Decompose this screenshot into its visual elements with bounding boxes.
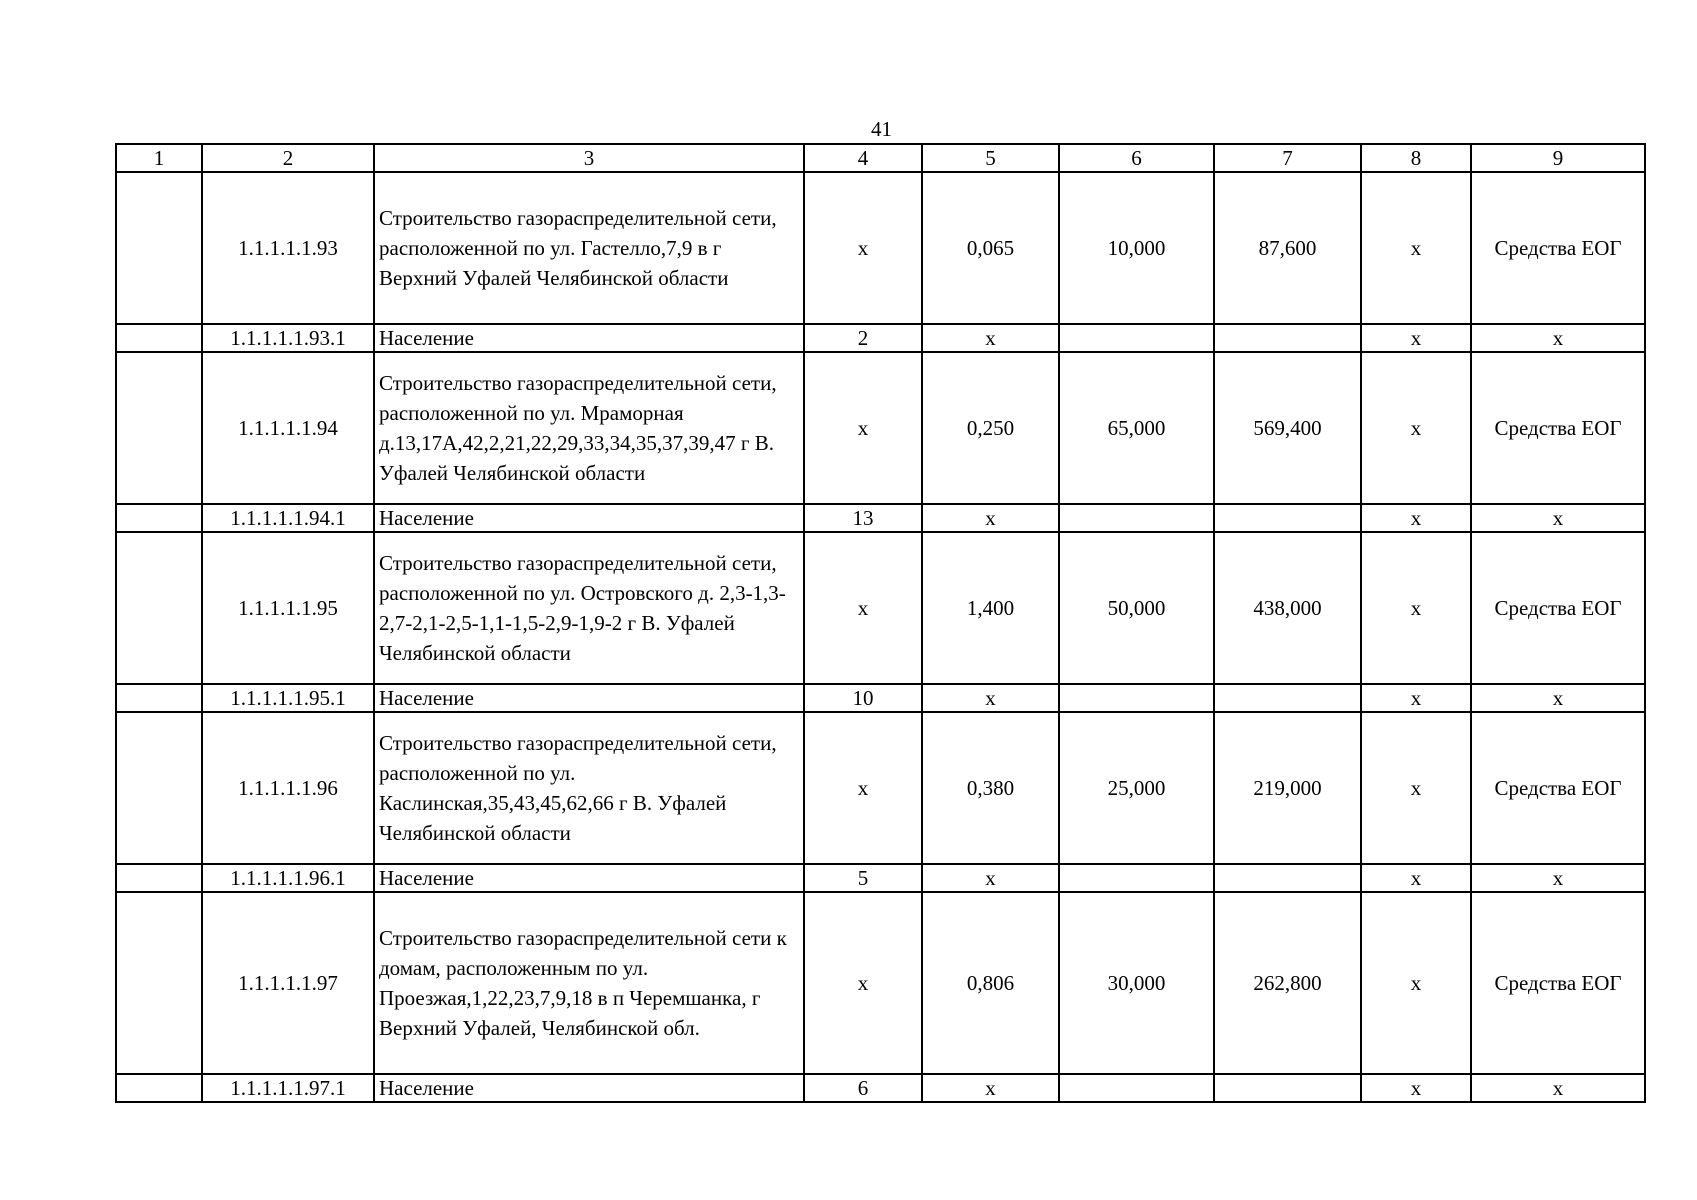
cell-col6: 30,000 — [1059, 892, 1214, 1074]
cell-number — [116, 172, 202, 324]
table-row-project — [116, 532, 1645, 684]
header-row — [116, 144, 1645, 172]
cell-code: 1.1.1.1.1.96.1 — [202, 864, 374, 892]
cell-col7 — [1214, 1074, 1361, 1102]
cell-col7: 219,000 — [1214, 712, 1361, 864]
cell-col9: Средства ЕОГ — [1471, 532, 1645, 684]
cell-number — [116, 684, 202, 712]
cell-col6: 65,000 — [1059, 352, 1214, 504]
cell-col9: х — [1471, 504, 1645, 532]
table-body — [116, 144, 1645, 1102]
cell-col5: х — [922, 864, 1059, 892]
cell-col8: х — [1361, 712, 1471, 864]
cell-col6: 25,000 — [1059, 712, 1214, 864]
cell-col8: х — [1361, 892, 1471, 1074]
cell-col5: 0,380 — [922, 712, 1059, 864]
cell-col4: х — [804, 532, 922, 684]
cell-col6: 50,000 — [1059, 532, 1214, 684]
column-header: 1 — [116, 144, 202, 172]
cell-col4: х — [804, 892, 922, 1074]
cell-col9: Средства ЕОГ — [1471, 352, 1645, 504]
cell-col4: х — [804, 172, 922, 324]
cell-col8: х — [1361, 504, 1471, 532]
cell-col4: 5 — [804, 864, 922, 892]
cell-col5: 0,065 — [922, 172, 1059, 324]
table-row-project — [116, 892, 1645, 1074]
column-header: 7 — [1214, 144, 1361, 172]
cell-code: 1.1.1.1.1.94 — [202, 352, 374, 504]
cell-col6: 10,000 — [1059, 172, 1214, 324]
page-number: 41 — [871, 117, 892, 141]
cell-col8: х — [1361, 352, 1471, 504]
cell-col9: Средства ЕОГ — [1471, 172, 1645, 324]
data-table — [115, 143, 1646, 1103]
cell-description: Население — [374, 1074, 804, 1102]
cell-number — [116, 504, 202, 532]
cell-col7: 438,000 — [1214, 532, 1361, 684]
cell-col9: Средства ЕОГ — [1471, 712, 1645, 864]
cell-col6 — [1059, 504, 1214, 532]
cell-col7 — [1214, 684, 1361, 712]
cell-number — [116, 352, 202, 504]
cell-number — [116, 712, 202, 864]
column-header: 9 — [1471, 144, 1645, 172]
cell-col4: 6 — [804, 1074, 922, 1102]
cell-col4: 10 — [804, 684, 922, 712]
column-header: 4 — [804, 144, 922, 172]
cell-code: 1.1.1.1.1.97 — [202, 892, 374, 1074]
cell-code: 1.1.1.1.1.94.1 — [202, 504, 374, 532]
column-header: 5 — [922, 144, 1059, 172]
cell-description: Население — [374, 684, 804, 712]
cell-code: 1.1.1.1.1.93.1 — [202, 324, 374, 352]
column-header: 2 — [202, 144, 374, 172]
cell-col5: 1,400 — [922, 532, 1059, 684]
cell-col6 — [1059, 864, 1214, 892]
cell-code: 1.1.1.1.1.95.1 — [202, 684, 374, 712]
cell-col9: х — [1471, 324, 1645, 352]
cell-col5: х — [922, 324, 1059, 352]
cell-description: Строительство газораспределительной сети, расположенной по ул. Гастелло,7,9 в г Верхний Уфалей Челябинской области — [374, 172, 804, 324]
cell-number — [116, 864, 202, 892]
cell-col9: х — [1471, 864, 1645, 892]
table-row-population — [116, 324, 1645, 352]
cell-col4: х — [804, 352, 922, 504]
cell-col8: х — [1361, 532, 1471, 684]
column-header: 8 — [1361, 144, 1471, 172]
cell-col5: 0,806 — [922, 892, 1059, 1074]
cell-col7: 262,800 — [1214, 892, 1361, 1074]
cell-col8: х — [1361, 324, 1471, 352]
cell-col4: 13 — [804, 504, 922, 532]
table-row-project — [116, 352, 1645, 504]
cell-col8: х — [1361, 172, 1471, 324]
cell-col7: 569,400 — [1214, 352, 1361, 504]
cell-code: 1.1.1.1.1.96 — [202, 712, 374, 864]
column-header: 6 — [1059, 144, 1214, 172]
cell-col8: х — [1361, 684, 1471, 712]
cell-description: Строительство газораспределительной сети, расположенной по ул. Мраморная д.13,17А,42,2,21,22,29,33,34,35,37,39,47 г В. Уфалей Челябинской области — [374, 352, 804, 504]
cell-col7 — [1214, 504, 1361, 532]
cell-col6 — [1059, 684, 1214, 712]
cell-col7 — [1214, 864, 1361, 892]
column-header: 3 — [374, 144, 804, 172]
cell-col6 — [1059, 324, 1214, 352]
cell-col9: Средства ЕОГ — [1471, 892, 1645, 1074]
cell-description: Население — [374, 324, 804, 352]
cell-code: 1.1.1.1.1.93 — [202, 172, 374, 324]
cell-number — [116, 1074, 202, 1102]
cell-col7 — [1214, 324, 1361, 352]
cell-col9: х — [1471, 684, 1645, 712]
cell-col4: х — [804, 712, 922, 864]
cell-code: 1.1.1.1.1.95 — [202, 532, 374, 684]
cell-col5: х — [922, 504, 1059, 532]
cell-col7: 87,600 — [1214, 172, 1361, 324]
cell-col5: 0,250 — [922, 352, 1059, 504]
cell-col5: х — [922, 1074, 1059, 1102]
cell-col8: х — [1361, 864, 1471, 892]
cell-col6 — [1059, 1074, 1214, 1102]
cell-number — [116, 324, 202, 352]
cell-col4: 2 — [804, 324, 922, 352]
table-row-population — [116, 684, 1645, 712]
cell-description: Население — [374, 864, 804, 892]
cell-col9: х — [1471, 1074, 1645, 1102]
cell-col5: х — [922, 684, 1059, 712]
cell-description: Строительство газораспределительной сети, расположенной по ул. Каслинская,35,43,45,62,66 г В. Уфалей Челябинской области — [374, 712, 804, 864]
table-row-population — [116, 864, 1645, 892]
cell-col8: х — [1361, 1074, 1471, 1102]
cell-description: Строительство газораспределительной сети к домам, расположенным по ул. Проезжая,1,22,23,7,9,18 в п Черемшанка, г Верхний Уфалей, Челябинской обл. — [374, 892, 804, 1074]
table-row-population — [116, 504, 1645, 532]
cell-number — [116, 532, 202, 684]
table-row-project — [116, 712, 1645, 864]
cell-number — [116, 892, 202, 1074]
table-row-project — [116, 172, 1645, 324]
cell-code: 1.1.1.1.1.97.1 — [202, 1074, 374, 1102]
table-row-population — [116, 1074, 1645, 1102]
cell-description: Население — [374, 504, 804, 532]
cell-description: Строительство газораспределительной сети, расположенной по ул. Островского д. 2,3-1,3-2,7-2,1-2,5-1,1-1,5-2,9-1,9-2 г В. Уфалей Челябинской области — [374, 532, 804, 684]
